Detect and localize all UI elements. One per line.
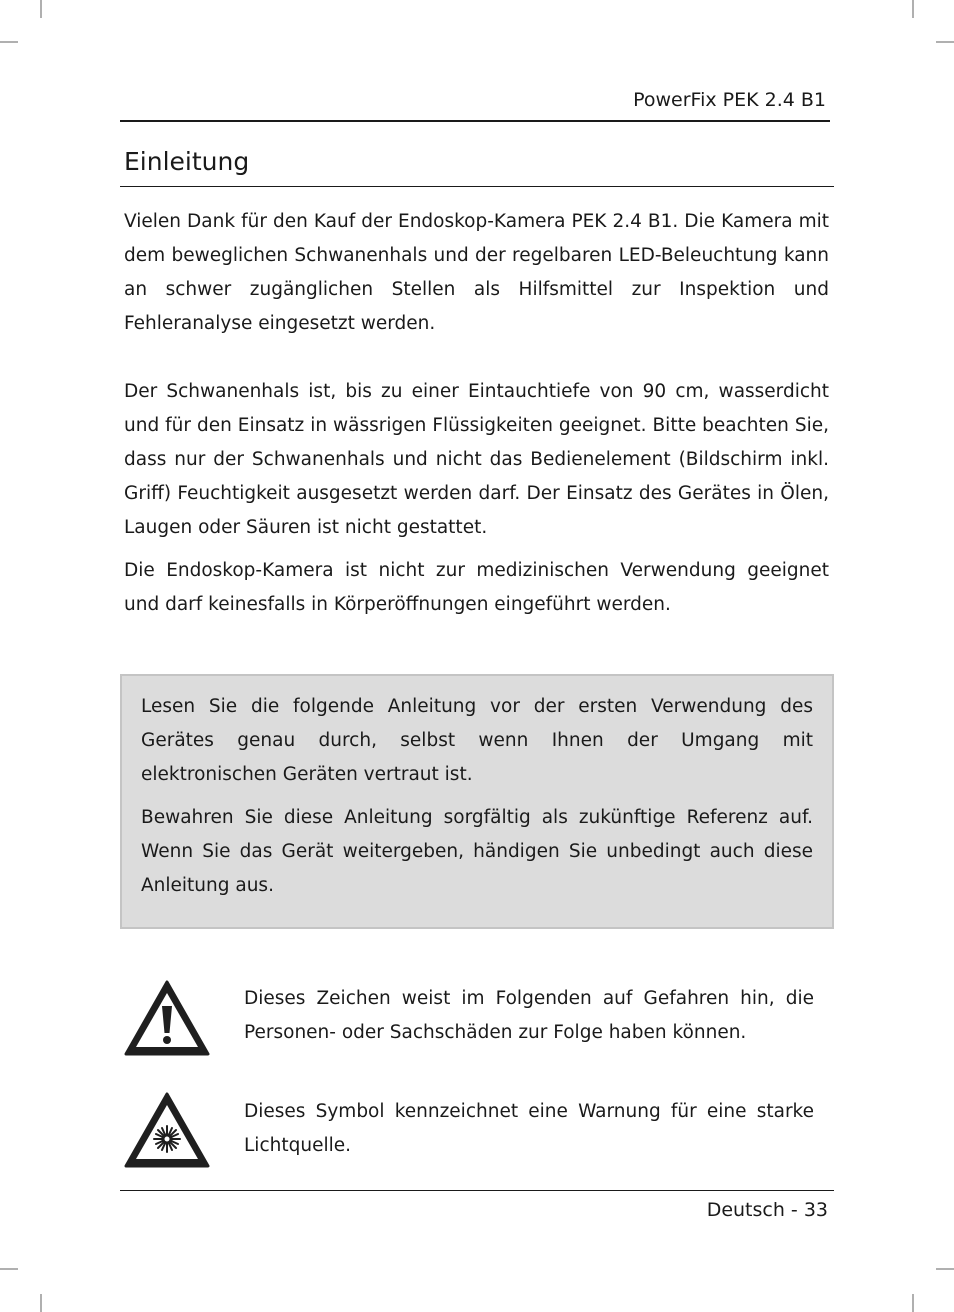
crop-mark [0, 1268, 18, 1270]
waterproof-paragraph: Der Schwanenhals ist, bis zu einer Eintauchtiefe von 90 cm, wasserdicht und für den Einsatz in wässrigen Flüssigkeiten geeignet. Bitte beachten Sie, dass nur der Schwanenhals und nicht das Bedienelement (Bildschirm inkl. Griff) Feuchtigkeit ausgesetzt werden darf. Der Einsatz des Gerätes in Ölen, Laugen oder Säuren ist nicht gestattet. [124, 381, 829, 538]
page-number: Deutsch - 33 [706, 1199, 828, 1221]
crop-mark [912, 1294, 914, 1312]
warning-symbol-description: Dieses Zeichen weist im Folgenden auf Gefahren hin, die Personen- oder Sachschäden zur Folge haben können. [244, 988, 814, 1043]
crop-mark [40, 1294, 42, 1312]
running-header: PowerFix PEK 2.4 B1 [633, 89, 826, 111]
section-title: Einleitung [124, 147, 250, 176]
crop-mark [912, 0, 914, 18]
warning-exclamation-icon [124, 980, 210, 1056]
intro-paragraph: Vielen Dank für den Kauf der Endoskop-Kamera PEK 2.4 B1. Die Kamera mit dem beweglichen Schwanenhals und der regelbaren LED-Beleuchtung kann an schwer zugänglichen Stellen als Hilfsmittel zur Inspektion und Fehleranalyse eingesetzt werden. [124, 211, 829, 334]
notice-read-paragraph: Lesen Sie die folgende Anleitung vor der ersten Verwendung des Gerätes genau durch, selbst wenn Ihnen der Umgang mit elektronischen Geräten vertraut ist. [141, 696, 813, 785]
light-symbol-description: Dieses Symbol kennzeichnet eine Warnung für eine starke Lichtquelle. [244, 1101, 814, 1156]
crop-mark [40, 0, 42, 18]
bright-light-warning-icon [124, 1092, 210, 1168]
crop-mark [936, 41, 954, 43]
notice-box [120, 674, 834, 929]
medical-paragraph: Die Endoskop-Kamera ist nicht zur medizinischen Verwendung geeignet und darf keinesfalls in Körperöffnungen eingeführt werden. [124, 560, 829, 615]
title-rule [120, 186, 834, 187]
footer-rule [120, 1190, 834, 1191]
crop-mark [0, 41, 18, 43]
crop-mark [936, 1268, 954, 1270]
header-rule [120, 120, 830, 122]
notice-keep-paragraph: Bewahren Sie diese Anleitung sorgfältig als zukünftige Referenz auf. Wenn Sie das Gerät weitergeben, händigen Sie unbedingt auch diese Anleitung aus. [141, 807, 813, 896]
